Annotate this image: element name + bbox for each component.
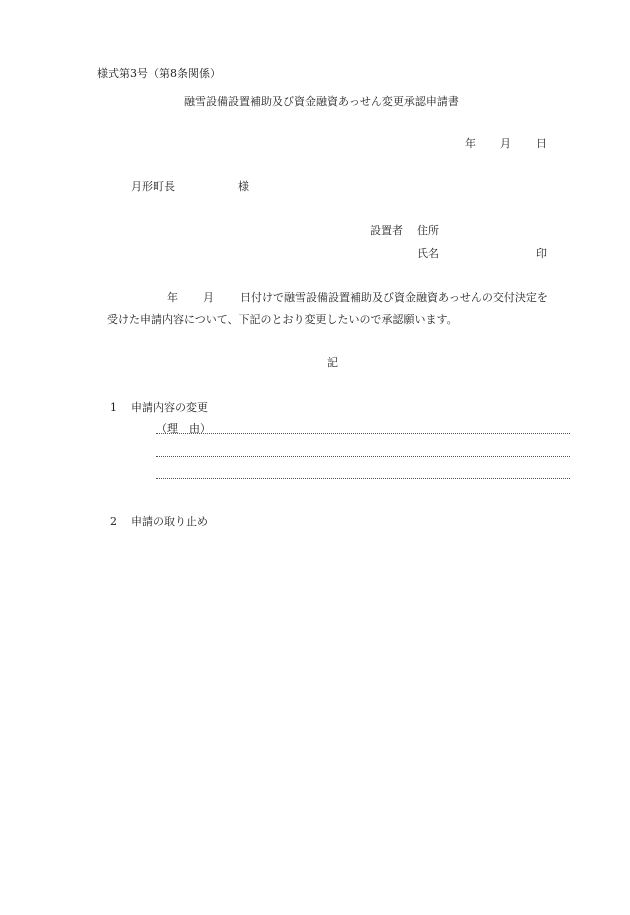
reason-line-3: [156, 478, 570, 479]
addressee-name: 月形町長: [131, 180, 175, 193]
item-1-number: 1: [110, 401, 117, 414]
applicant-address-label: 住所: [417, 224, 439, 237]
applicant-name-label: 氏名: [417, 247, 439, 260]
document-title: 融雪設備設置補助及び資金融資あっせん変更承認申請書: [184, 95, 459, 108]
applicant-seal: 印: [536, 247, 547, 260]
applicant-role: 設置者: [370, 224, 403, 237]
date-day-label: 日: [536, 137, 547, 150]
item-1-label: 申請内容の変更: [131, 401, 208, 414]
item-2-number: 2: [110, 515, 117, 528]
reason-line-2: [156, 456, 570, 457]
addressee-honorific: 様: [238, 180, 249, 193]
reason-label: （理 由）: [156, 422, 211, 435]
body-month-label: 月: [203, 291, 214, 304]
date-month-label: 月: [500, 137, 511, 150]
item-2-label: 申請の取り止め: [131, 515, 208, 528]
reason-line-1: [156, 433, 570, 434]
date-year-label: 年: [465, 137, 476, 150]
body-year-label: 年: [167, 291, 178, 304]
body-line1: 日付けで融雪設備設置補助及び資金融資あっせんの交付決定を: [240, 291, 548, 304]
ki-heading: 記: [327, 356, 338, 369]
body-line2: 受けた申請内容について、下記のとおり変更したいので承認願います。: [107, 313, 458, 326]
form-number: 様式第3号（第8条関係）: [97, 67, 221, 80]
